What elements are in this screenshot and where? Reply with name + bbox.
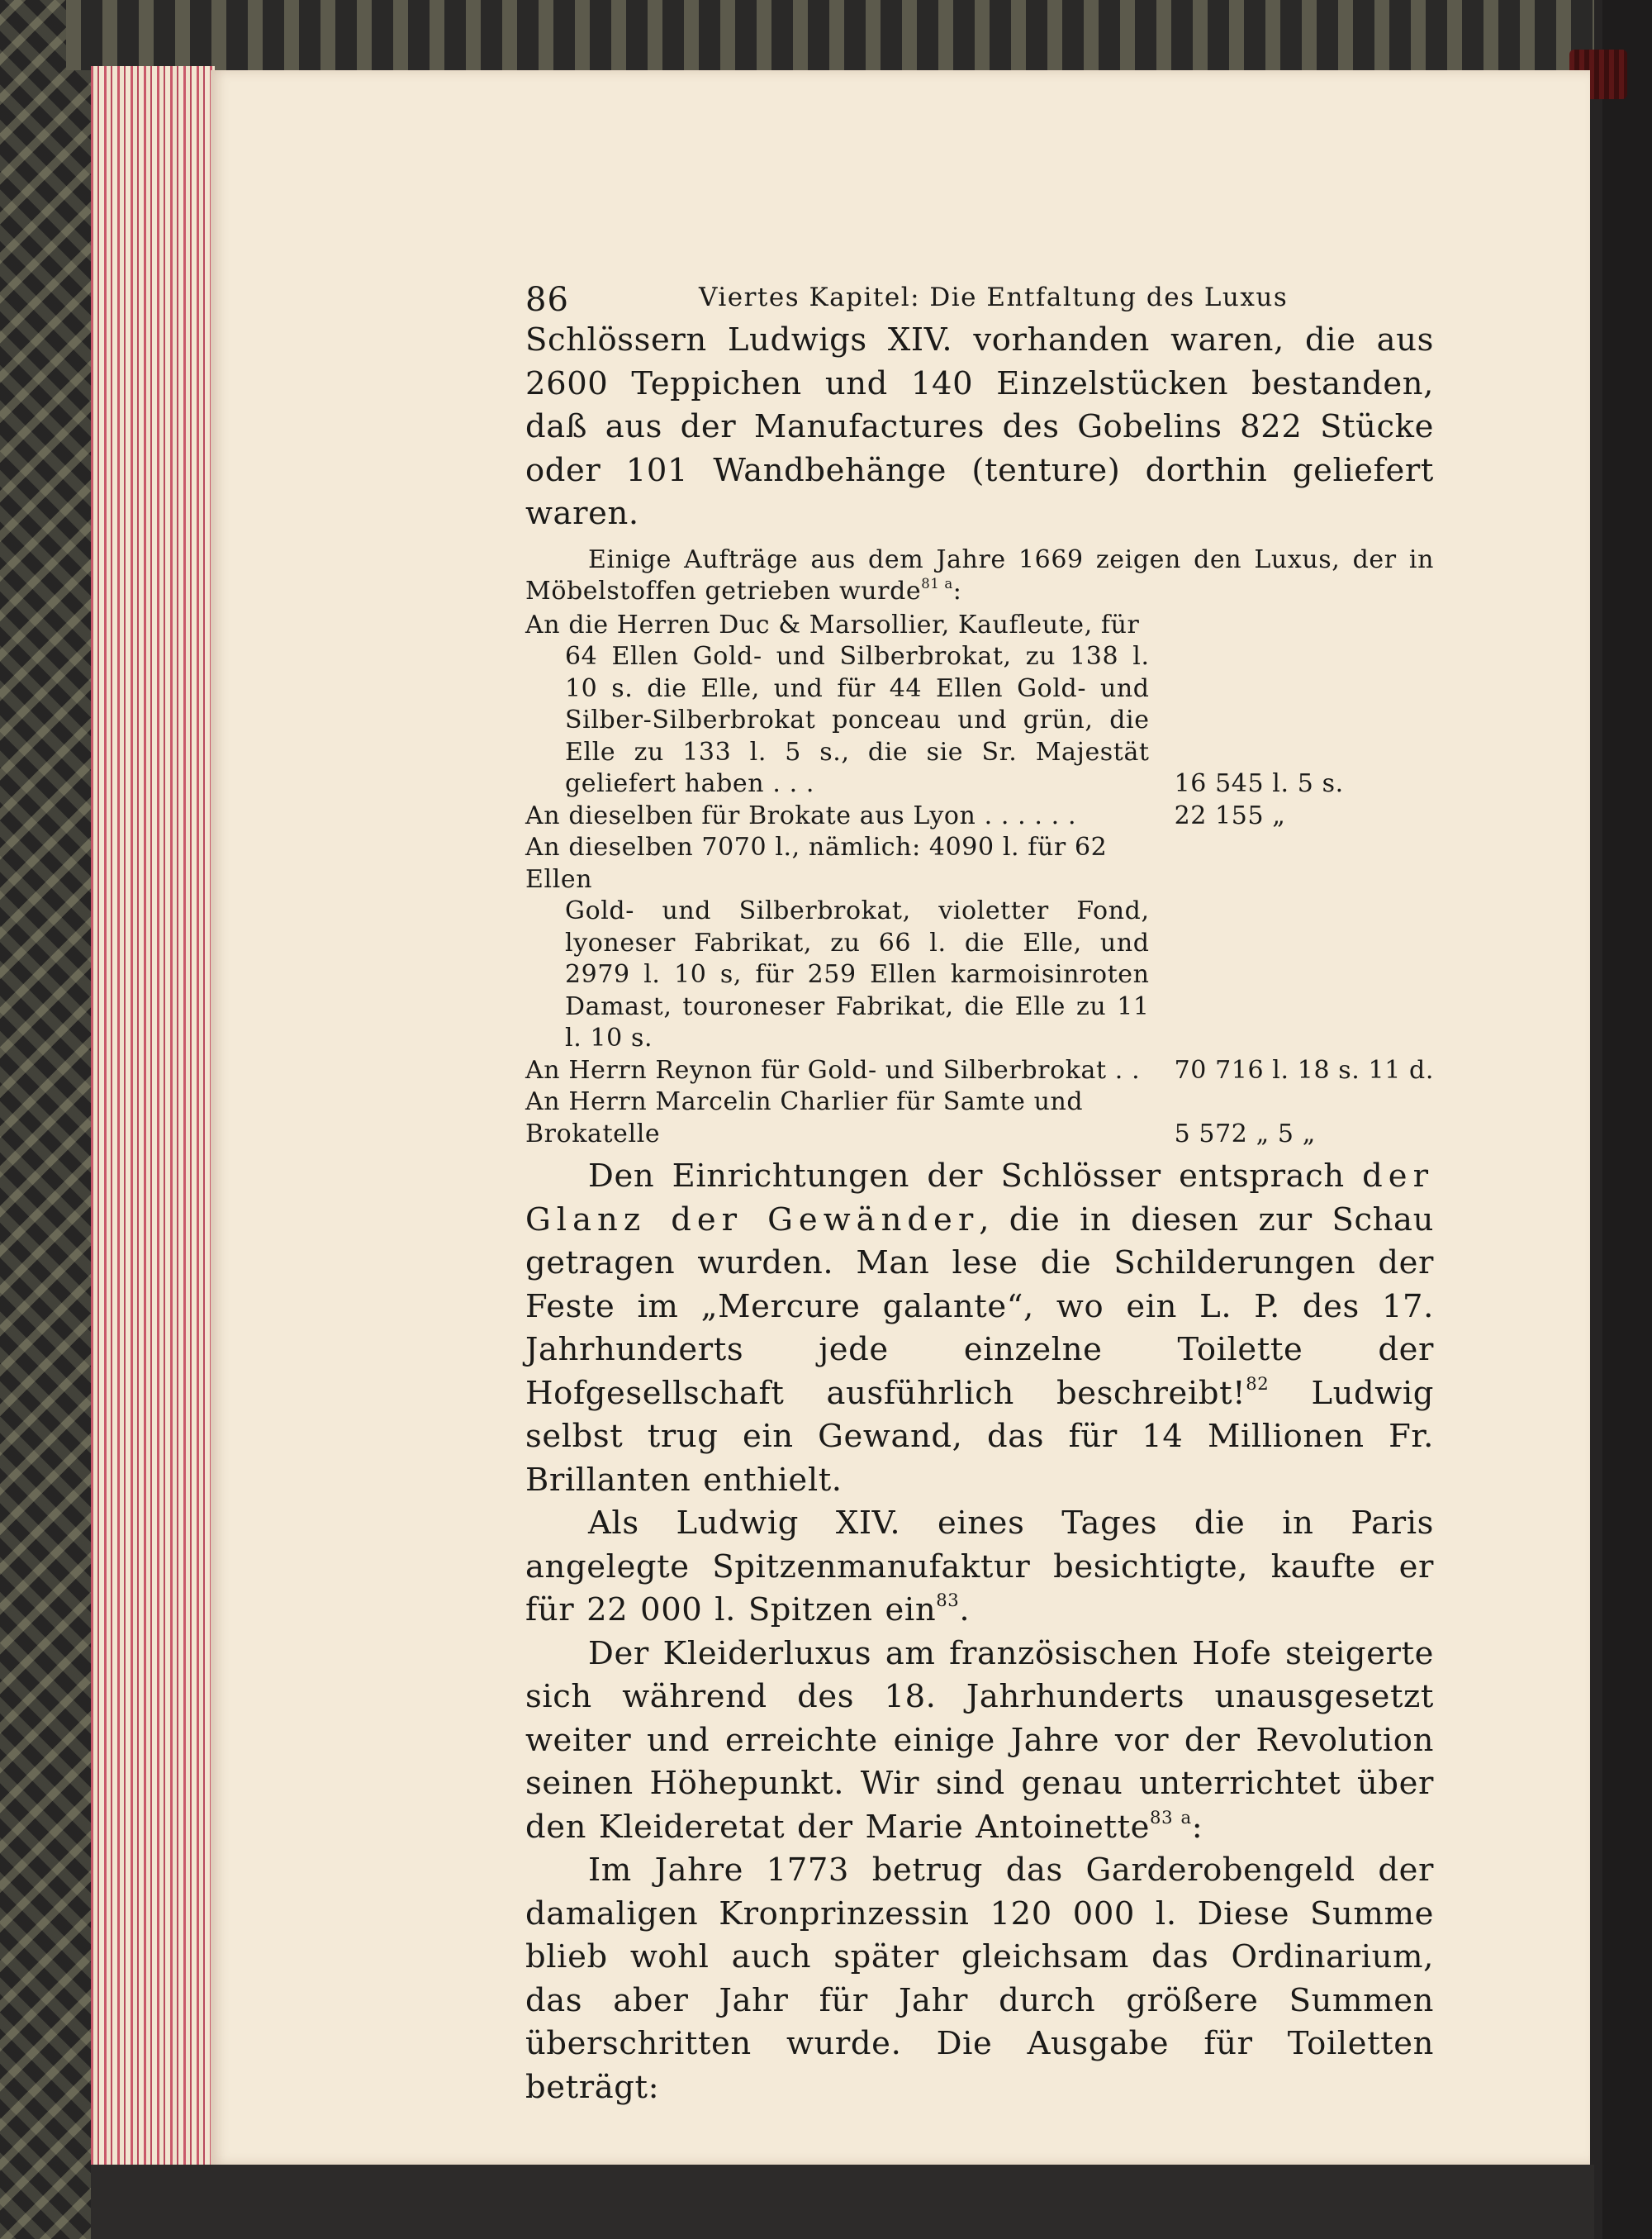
paragraph-text: Den Einrichtungen der Schlösser entsprach	[588, 1158, 1363, 1195]
paragraph-text: Als Ludwig XIV. eines Tages die in Paris angelegte Spitzenmanufaktur besichtigte, kaufte er für 22 000 l. Spitzen ein	[525, 1505, 1434, 1628]
order-row	[525, 1055, 1434, 1087]
order-description	[525, 1086, 1150, 1150]
page-edges	[91, 66, 215, 2165]
orders-intro-suffix: :	[952, 577, 962, 606]
paragraph-1773: Im Jahre 1773 betrug das Garderobengeld der damaligen Kronprinzessin 120 000 l. Diese Summe blieb wohl auch später gleichsam das Ordinarium, das aber Jahr für Jahr durch größere Summen überschritten wurde. Die Ausgabe für Toiletten beträgt:	[525, 1852, 1434, 2106]
orders-block	[525, 544, 1434, 1151]
order-first-line: An die Herren Duc & Marsollier, Kaufleute, für	[525, 610, 1140, 639]
order-row	[525, 1086, 1434, 1150]
order-description	[525, 1055, 1150, 1087]
paragraph-spitzen	[525, 1502, 1434, 1633]
paragraph-text: Ludwig selbst trug ein Gewand, das für 14 Millionen Fr. Brillanten enthielt.	[525, 1374, 1435, 1499]
footnote-ref: 81 a	[921, 575, 953, 592]
order-amount: 5 572 „ 5 „	[1174, 1119, 1316, 1148]
book-binding-bottom	[91, 2165, 1594, 2239]
order-first-line: An dieselben für Brokate aus Lyon . . . . . .	[525, 801, 1077, 830]
order-description	[525, 801, 1150, 833]
order-continuation: 64 Ellen Gold- und Silberbrokat, zu 138 l. 10 s. die Elle, und für 44 Ellen Gold- und Silber-Silberbrokat ponceau und grün, die Elle zu 133 l. 5 s., die sie Sr. Majestät geliefert haben . . .	[565, 642, 1150, 798]
body-text-continued	[525, 1155, 1434, 2109]
order-amount: 22 155 „	[1174, 801, 1286, 830]
intro-paragraph: Schlössern Ludwigs XIV. vorhanden waren, die aus 2600 Teppichen und 140 Einzelstücken bestanden, daß aus der Manufactures des Gobelins 822 Stücke oder 101 Wandbehänge (tenture) dorthin geliefert waren.	[525, 321, 1434, 532]
order-row	[525, 801, 1434, 833]
order-amount: 16 545 l. 5 s.	[1174, 769, 1344, 798]
order-description	[525, 832, 1150, 1055]
order-row	[525, 832, 1434, 1055]
order-first-line: An dieselben 7070 l., nämlich: 4090 l. für 62 Ellen	[525, 833, 1108, 894]
order-amount	[1150, 832, 1434, 1055]
page-content	[525, 273, 1434, 2109]
paragraph-glanz	[525, 1155, 1434, 1502]
paragraph-kleiderluxus	[525, 1633, 1434, 1850]
order-first-line: An Herrn Reynon für Gold- und Silberbrokat . .	[525, 1055, 1141, 1085]
orders-intro	[525, 544, 1434, 608]
book-binding-left	[0, 0, 91, 2239]
orders-intro-text: Einige Aufträge aus dem Jahre 1669 zeigen den Luxus, der in Möbelstoffen getrieben wurde	[525, 544, 1434, 606]
emphasis-spaced: der Glanz der Gewänder	[525, 1158, 1434, 1238]
order-row	[525, 610, 1434, 801]
order-description	[525, 610, 1150, 801]
running-head: Viertes Kapitel: Die Entfaltung des Luxus	[699, 283, 1289, 312]
paragraph-text: , die in diesen zur Schau getragen wurden. Man lese die Schilderungen der Feste im „Mercure galante“, wo ein L. P. des 17. Jahrhunderts jede einzelne Toilette der Hofgesellschaft ausführlich beschreibt!	[525, 1200, 1434, 1412]
paragraph-text: Der Kleiderluxus am französischen Hofe steigerte sich während des 18. Jahrhunderts unausgesetzt weiter und erreichte einige Jahre vor der Revolution seinen Höhepunkt. Wir sind genau unterrichtet über den Kleideretat der Marie Antoinette	[525, 1634, 1434, 1846]
page-number: 86	[525, 281, 569, 319]
paragraph-text: :	[1191, 1808, 1203, 1846]
running-header	[525, 273, 1434, 319]
order-amount: 70 716 l. 18 s. 11 d.	[1174, 1055, 1434, 1085]
paragraph-text: .	[959, 1591, 971, 1628]
footnote-ref: 83	[936, 1590, 960, 1611]
book-binding-right	[1602, 0, 1652, 2239]
order-continuation: Gold- und Silberbrokat, violetter Fond, lyoneser Fabrikat, zu 66 l. die Elle, und 2979 l. 10 s, für 259 Ellen karmoisinroten Damast, touroneser Fabrikat, die Elle zu 11 l. 10 s.	[565, 896, 1150, 1053]
book-binding-top	[66, 0, 1594, 70]
order-first-line: An Herrn Marcelin Charlier für Samte und Brokatelle	[525, 1087, 1084, 1148]
orders-table	[525, 610, 1434, 1151]
footnote-ref: 82	[1246, 1372, 1270, 1394]
footnote-ref: 83 a	[1150, 1806, 1192, 1828]
body-text	[525, 319, 1434, 536]
